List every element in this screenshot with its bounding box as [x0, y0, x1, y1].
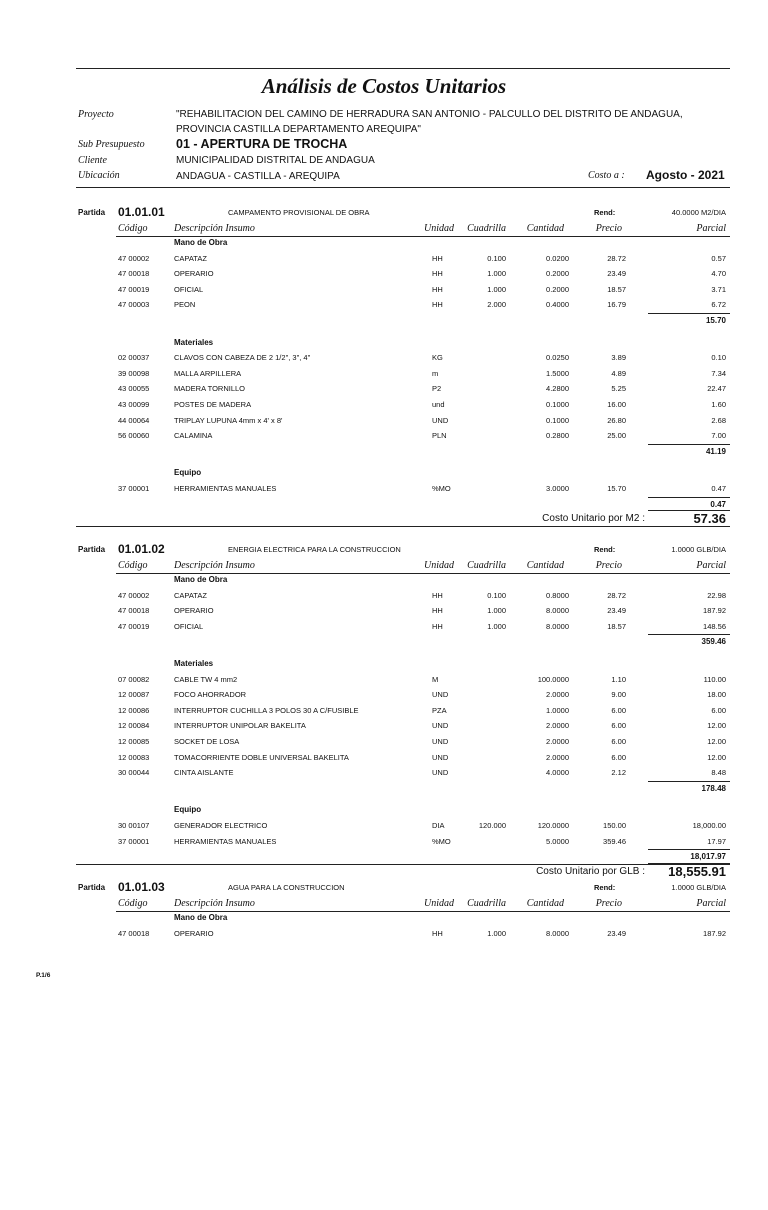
- table-row: [0, 416, 768, 432]
- cell-precio: 28.72: [607, 253, 626, 263]
- table-row: [0, 721, 768, 737]
- cell-precio: 28.72: [607, 590, 626, 600]
- col-header-cantidad: Cantidad: [526, 560, 564, 571]
- cell-cantidad: 0.8000: [546, 590, 569, 600]
- partida-separator: [76, 187, 730, 188]
- cell-parcial: 17.97: [707, 836, 726, 846]
- cell-parcial: 110.00: [703, 674, 726, 684]
- cell-unidad: m: [432, 368, 439, 378]
- cell-cuadrilla: 1.000: [487, 606, 506, 616]
- cell-descripcion: POSTES DE MADERA: [174, 400, 252, 409]
- table-row: [0, 400, 768, 416]
- partida-label: Partida: [78, 545, 106, 554]
- cell-precio: 4.89: [611, 368, 626, 378]
- cell-unidad: HH: [432, 300, 443, 310]
- document-title: Análisis de Costos Unitarios: [261, 74, 507, 98]
- cell-descripcion: HERRAMIENTAS MANUALES: [174, 836, 277, 846]
- cliente-value: MUNICIPALIDAD DISTRITAL DE ANDAGUA: [176, 155, 375, 166]
- proyecto-line-2: PROVINCIA CASTILLA DEPARTAMENTO AREQUIPA": [176, 124, 421, 135]
- cell-parcial: 4.70: [711, 269, 726, 279]
- ubicacion-label: Ubicación: [78, 170, 120, 181]
- group-subtotal: 0.47: [710, 499, 726, 509]
- rend-label: Rend:: [594, 545, 616, 554]
- cell-unidad: HH: [432, 269, 443, 279]
- category-title: Mano de Obra: [174, 575, 228, 584]
- partida-label: Partida: [78, 208, 106, 217]
- cell-cantidad: 0.4000: [546, 300, 569, 310]
- cell-cantidad: 0.2800: [546, 431, 569, 441]
- cell-precio: 1.10: [611, 674, 626, 684]
- cell-descripcion: CAPATAZ: [174, 590, 207, 600]
- cell-codigo: 12 00085: [118, 737, 150, 746]
- proyecto-line-1: "REHABILITACION DEL CAMINO DE HERRADURA SAN ANTONIO - PALCULLO DEL DISTRITO DE ANDAGUA,: [176, 109, 683, 120]
- col-header-cuadrilla: Cuadrilla: [467, 223, 506, 234]
- cell-codigo: 02 00037: [118, 353, 150, 363]
- cell-codigo: 44 00064: [118, 415, 150, 425]
- cell-cantidad: 8.0000: [546, 928, 569, 938]
- partida-description: AGUA PARA LA CONSTRUCCION: [228, 883, 345, 892]
- cell-descripcion: CINTA AISLANTE: [174, 768, 234, 778]
- cell-codigo: 30 00107: [118, 821, 150, 830]
- partida-code: 01.01.02: [118, 542, 165, 556]
- category-title: Equipo: [174, 468, 202, 478]
- cell-parcial: 2.68: [711, 415, 726, 425]
- category-title: Mano de Obra: [174, 238, 228, 247]
- cell-parcial: 0.57: [711, 253, 726, 263]
- subtotal-rule: [648, 781, 730, 782]
- cell-cuadrilla: 1.000: [487, 621, 506, 631]
- cell-unidad: UND: [432, 690, 449, 700]
- cell-cuadrilla: 1.000: [487, 928, 506, 938]
- top-rule: [76, 68, 730, 69]
- cell-codigo: 47 00018: [118, 269, 150, 279]
- cell-precio: 23.49: [607, 928, 626, 938]
- cell-codigo: 43 00055: [118, 384, 150, 394]
- cell-precio: 2.12: [611, 768, 626, 778]
- cell-cuadrilla: 1.000: [487, 284, 506, 294]
- cell-codigo: 56 00060: [118, 431, 150, 441]
- proyecto-label: Proyecto: [78, 109, 114, 120]
- cell-codigo: 12 00087: [118, 690, 150, 700]
- table-row: [0, 706, 768, 722]
- cell-descripcion: OPERARIO: [174, 269, 214, 279]
- rend-value: 40.0000 M2/DIA: [671, 208, 726, 217]
- cell-descripcion: FOCO AHORRADOR: [174, 690, 247, 700]
- col-header-cuadrilla: Cuadrilla: [467, 898, 506, 909]
- cell-parcial: 187.92: [703, 606, 726, 616]
- cell-descripcion: CABLE TW 4 mm2: [174, 674, 238, 684]
- cell-parcial: 12.00: [707, 721, 726, 731]
- cell-cantidad: 8.0000: [546, 621, 569, 631]
- cell-codigo: 47 00002: [118, 253, 150, 263]
- cell-precio: 359.46: [603, 836, 626, 846]
- cell-unidad: HH: [432, 253, 443, 263]
- cliente-label: Cliente: [78, 155, 107, 166]
- cell-cantidad: 8.0000: [546, 606, 569, 616]
- cell-descripcion: SOCKET DE LOSA: [174, 737, 240, 746]
- group-subtotal: 18,017.97: [690, 852, 726, 862]
- costo-unitario-label: Costo Unitario por M2 :: [542, 513, 645, 525]
- cell-precio: 6.00: [611, 721, 626, 731]
- cell-parcial: 12.00: [707, 752, 726, 762]
- cell-cantidad: 0.1000: [546, 400, 569, 409]
- col-header-codigo: Código: [118, 898, 148, 909]
- cell-cantidad: 2.0000: [546, 690, 569, 700]
- cell-unidad: und: [432, 400, 445, 409]
- cell-unidad: %MO: [432, 484, 451, 493]
- col-header-precio: Precio: [595, 560, 622, 571]
- partida-separator: [76, 526, 730, 527]
- subtotal-rule: [648, 313, 730, 314]
- cell-cantidad: 0.0200: [546, 253, 569, 263]
- cell-unidad: PLN: [432, 431, 447, 441]
- table-row: [0, 254, 768, 270]
- ubicacion-value: ANDAGUA - CASTILLA - AREQUIPA: [176, 171, 340, 182]
- cell-codigo: 37 00001: [118, 484, 150, 493]
- column-header-rule: [116, 236, 730, 237]
- cell-parcial: 3.71: [711, 284, 726, 294]
- group-subtotal: 41.19: [705, 446, 726, 456]
- cell-cantidad: 0.0250: [546, 353, 569, 363]
- cell-unidad: UND: [432, 415, 449, 425]
- col-header-precio: Precio: [595, 223, 622, 234]
- cell-cantidad: 4.0000: [546, 768, 569, 778]
- table-row: [0, 753, 768, 769]
- cell-descripcion: HERRAMIENTAS MANUALES: [174, 484, 277, 493]
- cell-codigo: 37 00001: [118, 836, 150, 846]
- cell-cantidad: 0.2000: [546, 269, 569, 279]
- cell-parcial: 22.47: [707, 384, 726, 394]
- cell-unidad: DIA: [432, 821, 445, 830]
- cell-precio: 18.57: [607, 621, 626, 631]
- cell-cuadrilla: 0.100: [487, 253, 506, 263]
- cell-unidad: UND: [432, 768, 449, 778]
- cell-parcial: 187.92: [703, 928, 726, 938]
- col-header-precio: Precio: [595, 898, 622, 909]
- col-header-codigo: Código: [118, 560, 148, 571]
- cell-unidad: PZA: [432, 705, 447, 715]
- cell-descripcion: OPERARIO: [174, 928, 214, 938]
- cell-descripcion: OPERARIO: [174, 606, 214, 616]
- cell-precio: 6.00: [611, 705, 626, 715]
- col-header-unidad: Unidad: [424, 898, 454, 909]
- cell-parcial: 8.48: [711, 768, 726, 778]
- cell-descripcion: CAPATAZ: [174, 253, 207, 263]
- partida-section: [0, 870, 768, 1210]
- table-row: [0, 690, 768, 706]
- subpresupuesto-label: Sub Presupuesto: [78, 139, 145, 150]
- cell-precio: 16.79: [607, 300, 626, 310]
- cell-descripcion: CALAMINA: [174, 431, 213, 441]
- cell-unidad: UND: [432, 721, 449, 731]
- cell-precio: 9.00: [611, 690, 626, 700]
- cell-descripcion: TOMACORRIENTE DOBLE UNIVERSAL BAKELITA: [174, 752, 349, 762]
- cell-cantidad: 120.0000: [537, 821, 569, 830]
- cell-precio: 150.00: [603, 821, 626, 830]
- cell-unidad: HH: [432, 590, 443, 600]
- cell-cantidad: 5.0000: [546, 836, 569, 846]
- cell-cantidad: 3.0000: [546, 484, 569, 493]
- table-row: [0, 929, 768, 945]
- column-header-rule: [116, 573, 730, 574]
- cell-precio: 23.49: [607, 269, 626, 279]
- partida-section: [0, 532, 768, 879]
- cell-parcial: 0.10: [711, 353, 726, 363]
- cell-descripcion: OFICIAL: [174, 621, 204, 631]
- partida-code: 01.01.03: [118, 880, 165, 894]
- cell-cantidad: 100.0000: [537, 674, 569, 684]
- subtotal-rule: [648, 849, 730, 850]
- partida-code: 01.01.01: [118, 205, 165, 219]
- subtotal-rule: [648, 497, 730, 498]
- cell-descripcion: OFICIAL: [174, 284, 204, 294]
- costo-unitario-value: 57.36: [693, 511, 726, 527]
- cell-precio: 6.00: [611, 752, 626, 762]
- cell-unidad: HH: [432, 606, 443, 616]
- cell-codigo: 30 00044: [118, 768, 150, 778]
- cell-descripcion: INTERRUPTOR UNIPOLAR BAKELITA: [174, 721, 306, 731]
- cell-precio: 23.49: [607, 606, 626, 616]
- cell-cantidad: 4.2800: [546, 384, 569, 394]
- cell-precio: 3.89: [611, 353, 626, 363]
- rend-label: Rend:: [594, 883, 616, 892]
- partida-description: CAMPAMENTO PROVISIONAL DE OBRA: [228, 208, 370, 217]
- cell-precio: 25.00: [607, 431, 626, 441]
- category-title: Materiales: [174, 659, 214, 668]
- partida-section: [0, 195, 768, 535]
- cell-parcial: 148.56: [703, 621, 726, 631]
- subpresupuesto-value: 01 - APERTURA DE TROCHA: [176, 137, 348, 151]
- cell-precio: 16.00: [607, 400, 626, 409]
- cell-cantidad: 0.2000: [546, 284, 569, 294]
- partida-label: Partida: [78, 883, 106, 892]
- cell-codigo: 07 00082: [118, 674, 150, 684]
- cell-unidad: HH: [432, 928, 443, 938]
- col-header-codigo: Código: [118, 223, 148, 234]
- cell-codigo: 12 00083: [118, 752, 150, 762]
- cell-cuadrilla: 2.000: [487, 300, 506, 310]
- col-header-cuadrilla: Cuadrilla: [467, 560, 506, 571]
- cell-precio: 5.25: [611, 384, 626, 394]
- table-row: [0, 821, 768, 837]
- col-header-cantidad: Cantidad: [526, 898, 564, 909]
- col-header-unidad: Unidad: [424, 560, 454, 571]
- col-header-descripcion: Descripción Insumo: [174, 223, 255, 234]
- cell-parcial: 6.72: [711, 300, 726, 310]
- partida-description: ENERGIA ELECTRICA PARA LA CONSTRUCCION: [228, 545, 401, 554]
- rend-label: Rend:: [594, 208, 616, 217]
- cell-cantidad: 2.0000: [546, 737, 569, 746]
- cell-cuadrilla: 0.100: [487, 590, 506, 600]
- col-header-parcial: Parcial: [696, 560, 726, 571]
- cell-cantidad: 2.0000: [546, 721, 569, 731]
- cell-codigo: 47 00018: [118, 606, 150, 616]
- table-row: [0, 269, 768, 285]
- group-subtotal: 178.48: [701, 783, 726, 793]
- cell-cantidad: 0.1000: [546, 415, 569, 425]
- cell-cantidad: 1.5000: [546, 368, 569, 378]
- cell-parcial: 6.00: [711, 705, 726, 715]
- table-row: [0, 353, 768, 369]
- cell-cantidad: 1.0000: [546, 705, 569, 715]
- rend-value: 1.0000 GLB/DIA: [671, 545, 726, 554]
- table-row: [0, 369, 768, 385]
- table-row: [0, 384, 768, 400]
- col-header-parcial: Parcial: [696, 898, 726, 909]
- cell-precio: 26.80: [607, 415, 626, 425]
- cell-descripcion: MALLA ARPILLERA: [174, 368, 242, 378]
- cell-unidad: %MO: [432, 836, 451, 846]
- cell-codigo: 47 00019: [118, 621, 150, 631]
- cell-unidad: P2: [432, 384, 442, 394]
- subtotal-rule: [648, 634, 730, 635]
- cell-parcial: 18,000.00: [692, 821, 726, 830]
- cell-parcial: 12.00: [707, 737, 726, 746]
- col-header-cantidad: Cantidad: [526, 223, 564, 234]
- cell-unidad: HH: [432, 284, 443, 294]
- cell-precio: 18.57: [607, 284, 626, 294]
- col-header-unidad: Unidad: [424, 223, 454, 234]
- cell-parcial: 7.00: [711, 431, 726, 441]
- table-row: [0, 285, 768, 301]
- cell-codigo: 43 00099: [118, 400, 150, 409]
- group-subtotal: 15.70: [705, 316, 726, 325]
- category-title: Mano de Obra: [174, 913, 228, 922]
- cell-unidad: UND: [432, 752, 449, 762]
- cell-descripcion: GENERADOR ELECTRICO: [174, 821, 268, 830]
- cell-codigo: 39 00098: [118, 368, 150, 378]
- cell-precio: 6.00: [611, 737, 626, 746]
- cell-parcial: 1.60: [711, 400, 726, 409]
- cell-descripcion: PEON: [174, 300, 196, 310]
- page-number: P.1/6: [36, 972, 51, 979]
- column-header-rule: [116, 911, 730, 912]
- table-row: [0, 606, 768, 622]
- cell-cuadrilla: 120.000: [478, 821, 506, 830]
- group-subtotal: 359.46: [701, 637, 726, 647]
- costo-a-value: Agosto - 2021: [646, 168, 725, 182]
- table-row: [0, 675, 768, 691]
- partida-separator: [76, 864, 730, 865]
- costo-unitario-value: 18,555.91: [668, 863, 726, 879]
- cell-codigo: 47 00003: [118, 300, 150, 310]
- col-header-descripcion: Descripción Insumo: [174, 898, 255, 909]
- subtotal-rule: [648, 444, 730, 445]
- cell-codigo: 47 00002: [118, 590, 150, 600]
- cell-precio: 15.70: [607, 484, 626, 493]
- rend-value: 1.0000 GLB/DIA: [671, 883, 726, 892]
- cell-descripcion: CLAVOS CON CABEZA DE 2 1/2", 3", 4": [174, 353, 311, 363]
- cell-unidad: HH: [432, 621, 443, 631]
- cell-parcial: 7.34: [711, 368, 726, 378]
- cell-codigo: 12 00086: [118, 705, 150, 715]
- cell-parcial: 22.98: [707, 590, 726, 600]
- cell-descripcion: MADERA TORNILLO: [174, 384, 245, 394]
- cell-parcial: 0.47: [711, 484, 726, 493]
- col-header-parcial: Parcial: [696, 223, 726, 234]
- cell-codigo: 47 00018: [118, 928, 150, 938]
- cell-cuadrilla: 1.000: [487, 269, 506, 279]
- cell-parcial: 18.00: [707, 690, 726, 700]
- cell-cantidad: 2.0000: [546, 752, 569, 762]
- table-row: [0, 591, 768, 607]
- col-header-descripcion: Descripción Insumo: [174, 560, 255, 571]
- costo-unitario-label: Costo Unitario por GLB :: [536, 865, 645, 877]
- cell-codigo: 47 00019: [118, 284, 150, 294]
- cell-descripcion: INTERRUPTOR CUCHILLA 3 POLOS 30 A C/FUSIBLE: [174, 705, 359, 715]
- costo-a-label: Costo a :: [588, 170, 625, 181]
- cell-codigo: 12 00084: [118, 721, 150, 731]
- cell-unidad: KG: [432, 353, 443, 363]
- cell-unidad: M: [432, 674, 439, 684]
- category-title: Equipo: [174, 805, 202, 815]
- category-title: Materiales: [174, 337, 214, 347]
- cell-descripcion: TRIPLAY LUPUNA 4mm x 4' x 8': [174, 415, 283, 425]
- cell-unidad: UND: [432, 737, 449, 746]
- table-row: [0, 737, 768, 753]
